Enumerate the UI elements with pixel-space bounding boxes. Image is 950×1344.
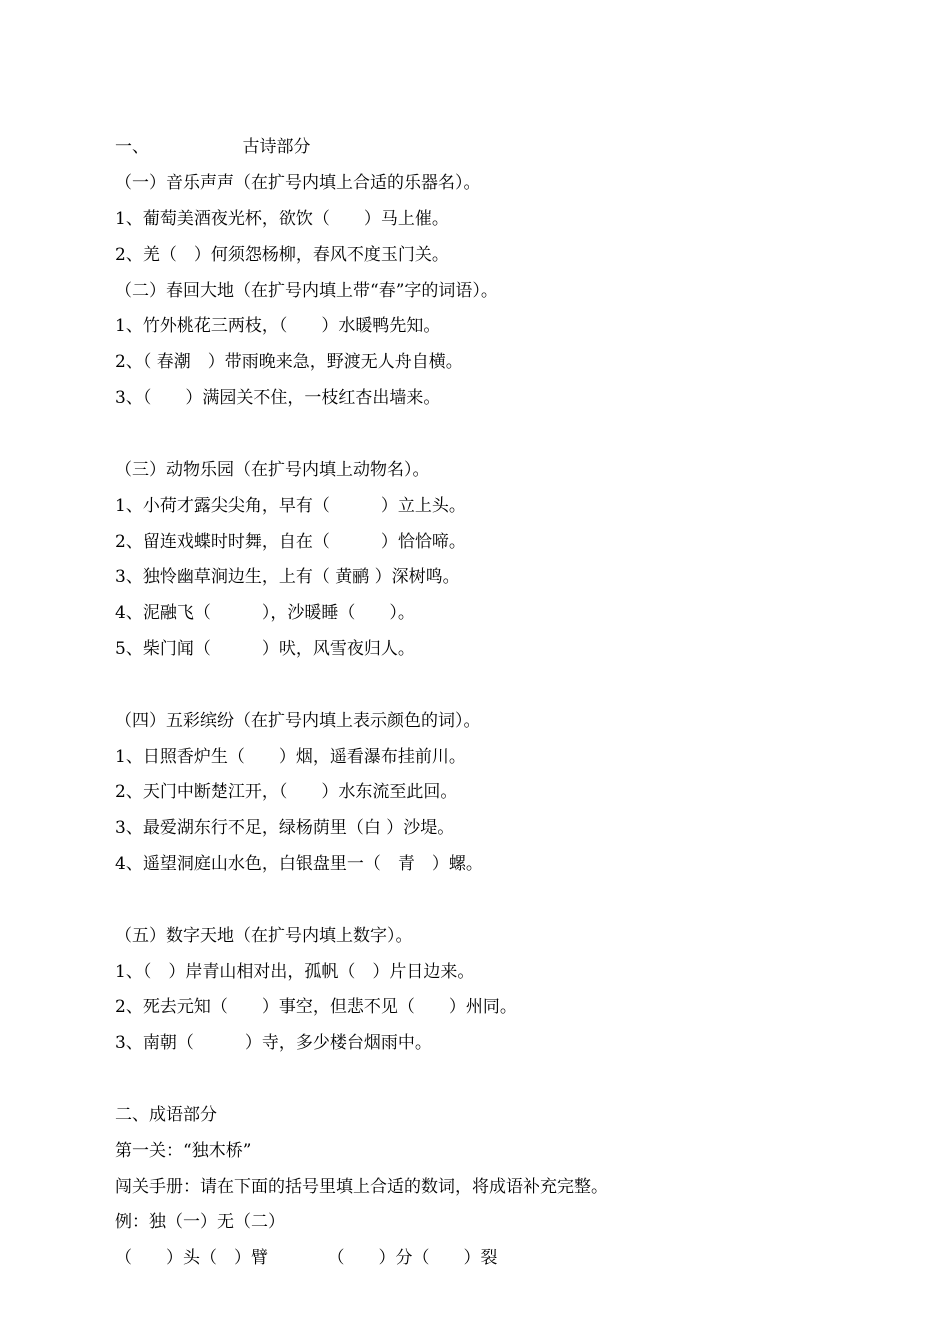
question-line: 3、独怜幽草涧边生，上有（ 黄鹂 ）深树鸣。 bbox=[115, 567, 460, 587]
question-line: 4、泥融飞（ ），沙暖睡（ ）。 bbox=[115, 603, 415, 623]
section-heading-ancient-poetry: 一、 古诗部分 bbox=[115, 137, 311, 157]
question-line: 2、死去元知（ ）事空，但悲不见（ ）州同。 bbox=[115, 997, 517, 1017]
question-line: 1、竹外桃花三两枝，（ ）水暖鸭先知。 bbox=[115, 316, 441, 336]
question-line: 2、留连戏蝶时时舞，自在（ ）恰恰啼。 bbox=[115, 532, 466, 552]
question-line: 1、（ ）岸青山相对出，孤帆（ ）片日边来。 bbox=[115, 962, 475, 982]
question-line: （ ）头（ ）臂 （ ）分（ ）裂 bbox=[115, 1248, 498, 1268]
section-heading-idioms: 二、成语部分 bbox=[115, 1105, 217, 1125]
question-line: 2、羌（ ）何须怨杨柳，春风不度玉门关。 bbox=[115, 245, 449, 265]
question-line: 3、（ ）满园关不住，一枝红杏出墙来。 bbox=[115, 388, 441, 408]
question-line: 4、遥望洞庭山水色，白银盘里一（ 青 ）螺。 bbox=[115, 854, 483, 874]
question-line: 2、（ 春潮 ）带雨晚来急，野渡无人舟自横。 bbox=[115, 352, 463, 372]
subsection-heading-music: （一）音乐声声（在扩号内填上合适的乐器名）。 bbox=[115, 173, 481, 193]
question-line: 5、柴门闻（ ）吠，风雪夜归人。 bbox=[115, 639, 415, 659]
example-line: 例：独（一）无（二） bbox=[115, 1212, 285, 1232]
subsection-heading-spring: （二）春回大地（在扩号内填上带“春”字的词语）。 bbox=[115, 281, 498, 301]
question-line: 3、南朝（ ）寺，多少楼台烟雨中。 bbox=[115, 1033, 432, 1053]
subsection-heading-numbers: （五）数字天地（在扩号内填上数字）。 bbox=[115, 926, 413, 946]
question-line: 1、葡萄美酒夜光杯，欲饮（ ）马上催。 bbox=[115, 209, 449, 229]
question-line: 3、最爱湖东行不足，绿杨荫里（白 ）沙堤。 bbox=[115, 818, 455, 838]
question-line: 2、天门中断楚江开，（ ）水东流至此回。 bbox=[115, 782, 458, 802]
subsection-heading-animals: （三）动物乐园（在扩号内填上动物名）。 bbox=[115, 460, 430, 480]
subsection-heading-colors: （四）五彩缤纷（在扩号内填上表示颜色的词）。 bbox=[115, 711, 481, 731]
question-line: 1、小荷才露尖尖角，早有（ ）立上头。 bbox=[115, 496, 466, 516]
instructions: 闯关手册：请在下面的括号里填上合适的数词，将成语补充完整。 bbox=[115, 1177, 608, 1197]
level-title: 第一关：“独木桥” bbox=[115, 1141, 252, 1161]
question-line: 1、日照香炉生（ ）烟，遥看瀑布挂前川。 bbox=[115, 747, 466, 767]
